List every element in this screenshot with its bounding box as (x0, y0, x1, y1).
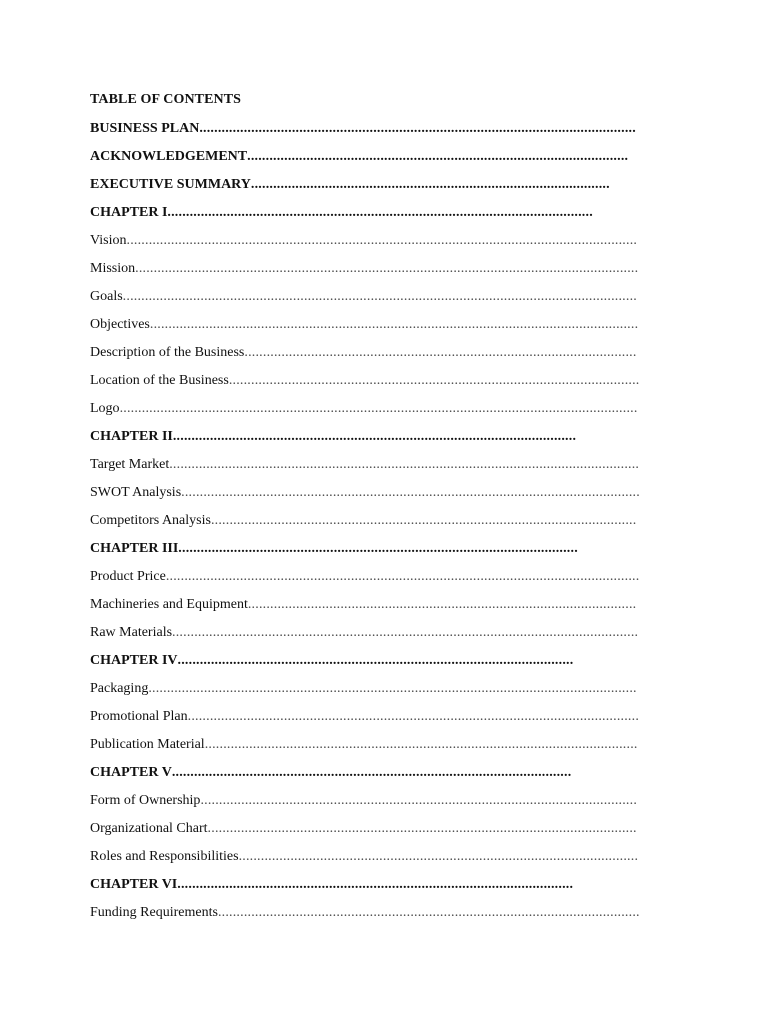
toc-entry-label: Roles and Responsibilities (90, 849, 239, 864)
toc-entry (90, 679, 640, 707)
toc-entry (90, 567, 640, 595)
toc-entry-label: BUSINESS PLAN (90, 121, 200, 136)
toc-entry-label: Product Price (90, 569, 166, 584)
toc-entry (90, 259, 640, 287)
toc-entry (90, 315, 640, 343)
toc-dot-leader: .................................................................................................................................... (148, 681, 637, 696)
toc-entry (90, 735, 640, 763)
toc-heading-entry (90, 175, 640, 203)
toc-entry-label: CHAPTER III (90, 541, 179, 556)
toc-entry (90, 819, 640, 847)
toc-entry (90, 707, 640, 735)
toc-entry-label: Machineries and Equipment (90, 597, 248, 612)
toc-heading-entry (90, 203, 640, 231)
toc-dot-leader: .......................................................................................................... (244, 345, 637, 360)
toc-dot-leader: ............................................................................................................ (171, 765, 572, 780)
toc-heading-entry (90, 763, 640, 791)
toc-entry-label: Target Market (90, 457, 170, 472)
toc-entry-label: CHAPTER II (90, 429, 173, 444)
toc-entry-label: Raw Materials (90, 625, 173, 640)
toc-dot-leader: ................................................................................................. (250, 177, 610, 192)
toc-dot-leader: ................................................................................................................... (210, 513, 637, 528)
toc-dot-leader: ...................................................................................................................... (199, 121, 636, 136)
toc-entry-label: Logo (90, 401, 120, 416)
toc-dot-leader: ...................................................................................................................... (200, 793, 638, 808)
toc-entry-label: CHAPTER IV (90, 653, 178, 668)
toc-dot-leader: ............................................................................................................ (178, 541, 578, 556)
toc-dot-leader: ........................................................................................................... (177, 653, 574, 668)
toc-heading-entry (90, 119, 640, 147)
toc-dot-leader: ........................................................................................................................................... (122, 289, 637, 304)
toc-entry-label: Competitors Analysis (90, 513, 211, 528)
toc-entry (90, 903, 640, 931)
toc-entry-label: Mission (90, 261, 136, 276)
toc-heading-entry (90, 875, 640, 903)
toc-entry (90, 847, 640, 875)
toc-entry-label: Packaging (90, 681, 149, 696)
toc-dot-leader: ..................................................................................................................... (204, 737, 638, 752)
toc-entry-label: Promotional Plan (90, 709, 188, 724)
page-title: TABLE OF CONTENTS (90, 92, 242, 107)
toc-entry-label: Form of Ownership (90, 793, 201, 808)
toc-entry (90, 455, 640, 483)
toc-dot-leader: ......................................................................................................... (247, 597, 637, 612)
toc-dot-leader: ................................................................................................................... (167, 205, 593, 220)
toc-entry-label: Vision (90, 233, 127, 248)
toc-entry-label: EXECUTIVE SUMMARY (90, 177, 251, 192)
toc-entry-label: Funding Requirements (90, 905, 218, 920)
toc-entry (90, 287, 640, 315)
toc-dot-leader: .................................................................................................................................... (149, 317, 639, 332)
toc-dot-leader: ............................................................................................................................ (181, 485, 640, 500)
toc-entry-label: Organizational Chart (90, 821, 208, 836)
toc-dot-leader: .......................................................................................................................... (187, 709, 640, 724)
toc-dot-leader: ................................................................................................................................ (165, 569, 640, 584)
toc-entry-label: Goals (90, 289, 123, 304)
toc-list (90, 119, 640, 931)
toc-entry (90, 483, 640, 511)
toc-dot-leader: ............................................................................................................................................ (119, 401, 638, 416)
toc-dot-leader: .................................................................................................................... (207, 821, 637, 836)
toc-entry (90, 399, 640, 427)
toc-dot-leader: ....................................................................................................... (247, 149, 629, 164)
toc-dot-leader: .............................................................................................................................. (172, 625, 639, 640)
toc-entry-label: ACKNOWLEDGEMENT (90, 149, 248, 164)
toc-entry-label: Objectives (90, 317, 150, 332)
toc-dot-leader: .................................................................................................................. (217, 905, 640, 920)
toc-heading-entry (90, 147, 640, 175)
toc-heading-entry (90, 539, 640, 567)
toc-entry-label: Description of the Business (90, 345, 245, 360)
toc-entry (90, 231, 640, 259)
toc-dot-leader: .......................................................................................................................................... (126, 233, 638, 248)
toc-heading-entry (90, 651, 640, 679)
toc-dot-leader: ............................................................................................................ (238, 849, 639, 864)
toc-dot-leader: ............................................................................................................... (228, 373, 640, 388)
toc-entry-label: CHAPTER I (90, 205, 168, 220)
toc-entry-label: CHAPTER V (90, 765, 172, 780)
toc-entry (90, 371, 640, 399)
toc-heading-entry (90, 427, 640, 455)
toc-entry (90, 623, 640, 651)
toc-dot-leader: ........................................................................................................... (177, 877, 574, 892)
toc-entry-label: Publication Material (90, 737, 205, 752)
toc-entry-label: Location of the Business (90, 373, 229, 388)
toc-entry (90, 511, 640, 539)
toc-entry (90, 791, 640, 819)
toc-dot-leader: ............................................................................................................. (172, 429, 577, 444)
toc-dot-leader: ............................................................................................................................... (169, 457, 640, 472)
toc-entry-label: SWOT Analysis (90, 485, 182, 500)
toc-entry (90, 595, 640, 623)
toc-dot-leader: ........................................................................................................................................ (135, 261, 639, 276)
toc-entry-label: CHAPTER VI (90, 877, 178, 892)
toc-entry (90, 343, 640, 371)
